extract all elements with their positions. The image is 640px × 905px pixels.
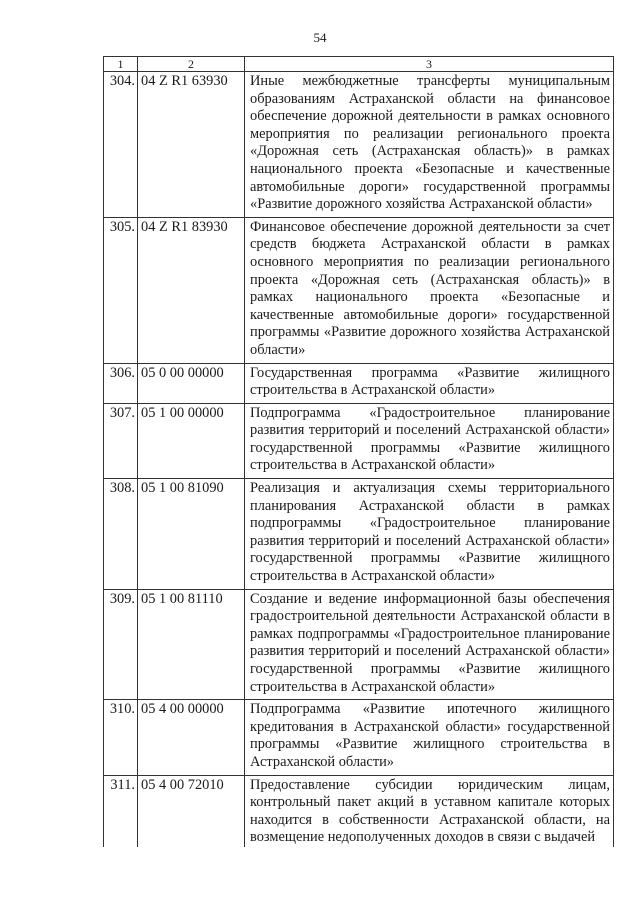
page-number: 54 <box>313 30 327 45</box>
classification-code: 05 1 00 00000 <box>138 403 245 478</box>
table-row <box>104 403 614 478</box>
row-description: Иные межбюджетные трансферты муниципальным образованиям Астраханской области на финансовое обеспечение дорожной деятельности в рамках основного мероприятия по реализации регионального проекта «Дорожная сеть (Астраханская область)» в рамках национального проекта «Безопасные и качественные автомобильные дороги» государственной программы «Развитие дорожного хозяйства Астраханской области» <box>245 72 614 218</box>
table-header-row <box>104 57 614 72</box>
row-description: Реализация и актуализация схемы территориального планирования Астраханской области в рамках подпрограммы «Градостроительное планирование развития территорий и поселений Астраханской области» государственной программы «Развитие жилищного строительства в Астраханской области» <box>245 479 614 590</box>
row-number: 308. <box>104 479 138 590</box>
classification-code: 04 Z R1 63930 <box>138 72 245 218</box>
budget-classification-table <box>103 56 614 847</box>
row-number: 307. <box>104 403 138 478</box>
classification-code: 05 1 00 81090 <box>138 479 245 590</box>
row-number: 310. <box>104 700 138 775</box>
classification-code: 05 4 00 72010 <box>138 775 245 847</box>
table-row <box>104 775 614 847</box>
row-description: Государственная программа «Развитие жилищного строительства в Астраханской области» <box>245 363 614 403</box>
column-header-2: 2 <box>138 57 245 72</box>
row-number: 305. <box>104 217 138 363</box>
classification-code: 05 1 00 81110 <box>138 589 245 700</box>
column-header-1: 1 <box>104 57 138 72</box>
column-header-3: 3 <box>245 57 614 72</box>
row-number: 309. <box>104 589 138 700</box>
classification-code: 04 Z R1 83930 <box>138 217 245 363</box>
row-number: 311. <box>104 775 138 847</box>
row-description: Создание и ведение информационной базы обеспечения градостроительной деятельности Астраханской области в рамках подпрограммы «Градостроительное планирование развития территорий и поселений Астраханской области» государственной программы «Развитие жилищного строительства в Астраханской области» <box>245 589 614 700</box>
row-number: 304. <box>104 72 138 218</box>
table-row <box>104 72 614 218</box>
classification-code: 05 4 00 00000 <box>138 700 245 775</box>
table-row <box>104 589 614 700</box>
row-description: Подпрограмма «Развитие ипотечного жилищного кредитования в Астраханской области» государственной программы «Развитие жилищного строительства в Астраханской области» <box>245 700 614 775</box>
row-description: Предоставление субсидии юридическим лицам, контрольный пакет акций в уставном капитале которых находится в собственности Астраханской области, на возмещение недополученных доходов в связи с выдачей <box>245 775 614 847</box>
row-number: 306. <box>104 363 138 403</box>
row-description: Подпрограмма «Градостроительное планирование развития территорий и поселений Астраханской области» государственной программы «Развитие жилищного строительства в Астраханской области» <box>245 403 614 478</box>
table-row <box>104 700 614 775</box>
table-row <box>104 479 614 590</box>
classification-code: 05 0 00 00000 <box>138 363 245 403</box>
table-row <box>104 363 614 403</box>
row-description: Финансовое обеспечение дорожной деятельности за счет средств бюджета Астраханской области в рамках основного мероприятия по реализации регионального проекта «Дорожная сеть (Астраханская область)» в рамках национального проекта «Безопасные и качественные автомобильные дороги» государственной программы «Развитие дорожного хозяйства Астраханской области» <box>245 217 614 363</box>
table-row <box>104 217 614 363</box>
